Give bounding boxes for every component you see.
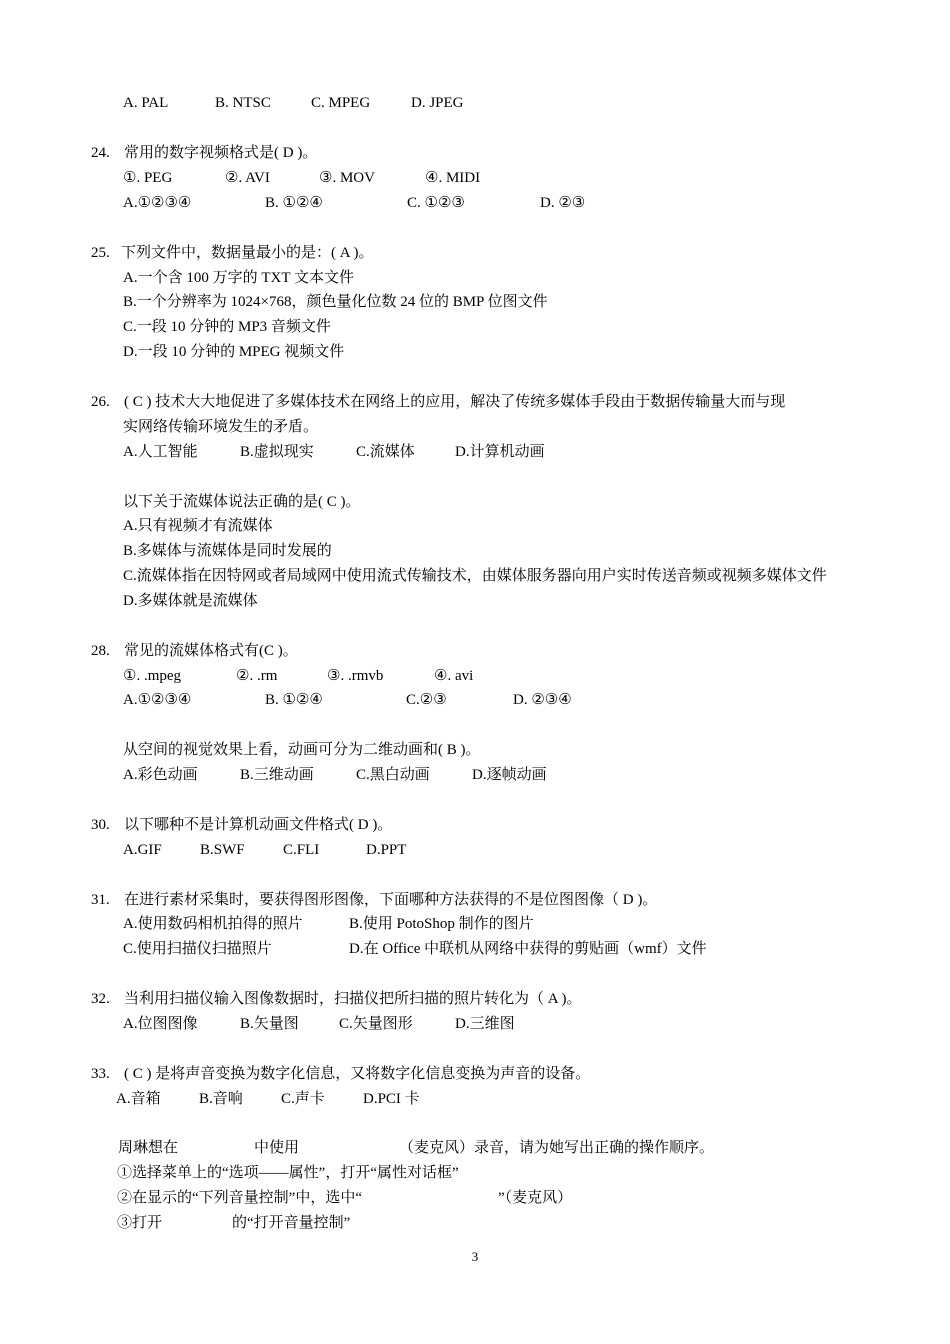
option: A.音箱 bbox=[116, 1091, 161, 1107]
option: A.使用数码相机拍得的照片 bbox=[123, 916, 303, 932]
page-number: 3 bbox=[471, 1249, 479, 1264]
item: ③. .rmvb bbox=[327, 668, 384, 684]
option: B.一个分辨率为 1024×768，颜色量化位数 24 位的 BMP 位图文件 bbox=[123, 294, 548, 310]
option: C.FLI bbox=[283, 842, 320, 858]
option: B.多媒体与流媒体是同时发展的 bbox=[123, 543, 332, 559]
question-text: 下列文件中，数据量最小的是：( A )。 bbox=[121, 245, 374, 261]
item: ①. .mpeg bbox=[123, 668, 182, 684]
option: B.SWF bbox=[200, 842, 245, 858]
q31-options-row2 bbox=[123, 939, 707, 959]
option: A.只有视频才有流媒体 bbox=[123, 518, 273, 534]
option: A.①②③④ bbox=[123, 692, 192, 708]
option: B.矢量图 bbox=[240, 1016, 299, 1032]
q27-stem: 以下关于流媒体说法正确的是( C )。 bbox=[123, 494, 361, 510]
option: C.流媒体 bbox=[356, 444, 415, 460]
option: D.多媒体就是流媒体 bbox=[123, 593, 258, 609]
question-number: 30. bbox=[91, 817, 110, 833]
q30-stem bbox=[91, 815, 392, 835]
item: ②. .rm bbox=[236, 668, 278, 684]
question-number: 31. bbox=[91, 892, 110, 908]
question-number: 28. bbox=[91, 643, 110, 659]
item: ②. AVI bbox=[225, 170, 270, 186]
question-text: ( C ) 是将声音变换为数字化信息，又将数字化信息变换为声音的设备。 bbox=[124, 1066, 591, 1082]
question-text: 常见的流媒体格式有(C )。 bbox=[124, 643, 298, 659]
option: D.PPT bbox=[366, 842, 407, 858]
option: B. ①②④ bbox=[265, 195, 323, 211]
option: D.三维图 bbox=[455, 1016, 515, 1032]
option: C.黑白动画 bbox=[356, 767, 430, 783]
option: C. ①②③ bbox=[407, 195, 465, 211]
item: ④. MIDI bbox=[425, 170, 481, 186]
question-text: 周琳想在 bbox=[118, 1140, 179, 1156]
q26-options bbox=[123, 442, 545, 462]
item: ③. MOV bbox=[319, 170, 375, 186]
question-text: 当利用扫描仪输入图像数据时，扫描仪把所扫描的照片转化为（ A )。 bbox=[124, 991, 582, 1007]
item: ①. PEG bbox=[123, 170, 173, 186]
option: B. NTSC bbox=[215, 95, 271, 111]
option: B.音响 bbox=[199, 1091, 243, 1107]
step-text: ②在显示的“下列音量控制”中，选中“ bbox=[117, 1190, 362, 1206]
q30-options bbox=[123, 840, 406, 860]
question-text: 中使用 bbox=[254, 1140, 300, 1156]
option: A.GIF bbox=[123, 842, 162, 858]
option: B. ①②④ bbox=[265, 692, 323, 708]
question-text: 常用的数字视频格式是( D )。 bbox=[124, 145, 318, 161]
question-text: 在进行素材采集时，要获得图形图像，下面哪种方法获得的不是位图图像（ D )。 bbox=[124, 892, 658, 908]
option: A.一个含 100 万字的 TXT 文本文件 bbox=[123, 270, 354, 286]
step bbox=[117, 1213, 350, 1233]
q28-items bbox=[123, 666, 473, 686]
step: ①选择菜单上的“选项——属性”，打开“属性对话框” bbox=[117, 1165, 459, 1181]
q24-options bbox=[123, 193, 585, 213]
option: D. ②③④ bbox=[513, 692, 572, 708]
option: D.计算机动画 bbox=[455, 444, 545, 460]
option: C.②③ bbox=[406, 692, 447, 708]
question-text-continued: 实网络传输环境发生的矛盾。 bbox=[123, 419, 319, 435]
option: D. ②③ bbox=[540, 195, 586, 211]
option: A.彩色动画 bbox=[123, 767, 198, 783]
option: C.使用扫描仪扫描照片 bbox=[123, 941, 272, 957]
option: B.使用 PotoShop 制作的图片 bbox=[349, 916, 534, 932]
q24-stem bbox=[91, 143, 317, 163]
q28-stem bbox=[91, 641, 298, 661]
question-number: 24. bbox=[91, 145, 110, 161]
q32-stem bbox=[91, 989, 582, 1009]
option: C.一段 10 分钟的 MP3 音频文件 bbox=[123, 319, 331, 335]
option: B.虚拟现实 bbox=[240, 444, 314, 460]
step-text: ③打开 bbox=[117, 1215, 163, 1231]
step-text: 的“打开音量控制” bbox=[232, 1215, 351, 1231]
q23-options bbox=[123, 93, 464, 113]
question-text: ( C ) 技术大大地促进了多媒体技术在网络上的应用，解决了传统多媒体手段由于数据传输量大而与现 bbox=[124, 394, 786, 410]
question-number: 25. bbox=[91, 245, 110, 261]
q34-stem bbox=[118, 1138, 714, 1158]
q25-stem bbox=[91, 243, 374, 263]
question-number: 32. bbox=[91, 991, 110, 1007]
q26-stem bbox=[91, 392, 785, 412]
option: C.矢量图形 bbox=[339, 1016, 413, 1032]
option: D.在 Office 中联机从网络中获得的剪贴画（wmf）文件 bbox=[349, 941, 707, 957]
option: C.声卡 bbox=[281, 1091, 325, 1107]
option: D.逐帧动画 bbox=[472, 767, 547, 783]
question-number: 26. bbox=[91, 394, 110, 410]
step bbox=[117, 1188, 572, 1208]
option: A. PAL bbox=[123, 95, 169, 111]
step-text: ”（麦克风） bbox=[498, 1190, 573, 1206]
q29-stem: 从空间的视觉效果上看，动画可分为二维动画和( B )。 bbox=[123, 742, 481, 758]
option: A.①②③④ bbox=[123, 195, 192, 211]
q32-options bbox=[123, 1014, 515, 1034]
option: A.人工智能 bbox=[123, 444, 198, 460]
q29-options bbox=[123, 765, 547, 785]
question-number: 33. bbox=[91, 1066, 110, 1082]
q31-stem bbox=[91, 890, 657, 910]
question-text: （麦克风）录音，请为她写出正确的操作顺序。 bbox=[399, 1140, 715, 1156]
option: D. JPEG bbox=[411, 95, 464, 111]
option: D.一段 10 分钟的 MPEG 视频文件 bbox=[123, 344, 345, 360]
option: C.流媒体指在因特网或者局域网中使用流式传输技术，由媒体服务器向用户实时传送音频或视频多媒体文件 bbox=[123, 568, 827, 584]
q24-items bbox=[123, 168, 480, 188]
item: ④. avi bbox=[434, 668, 474, 684]
option: C. MPEG bbox=[311, 95, 371, 111]
q28-options bbox=[123, 690, 572, 710]
option: D.PCI 卡 bbox=[363, 1091, 420, 1107]
q31-options-row1 bbox=[123, 914, 534, 934]
question-text: 以下哪种不是计算机动画文件格式( D )。 bbox=[124, 817, 393, 833]
q33-options bbox=[116, 1089, 420, 1109]
option: B.三维动画 bbox=[240, 767, 314, 783]
q33-stem bbox=[91, 1064, 590, 1084]
option: A.位图图像 bbox=[123, 1016, 198, 1032]
